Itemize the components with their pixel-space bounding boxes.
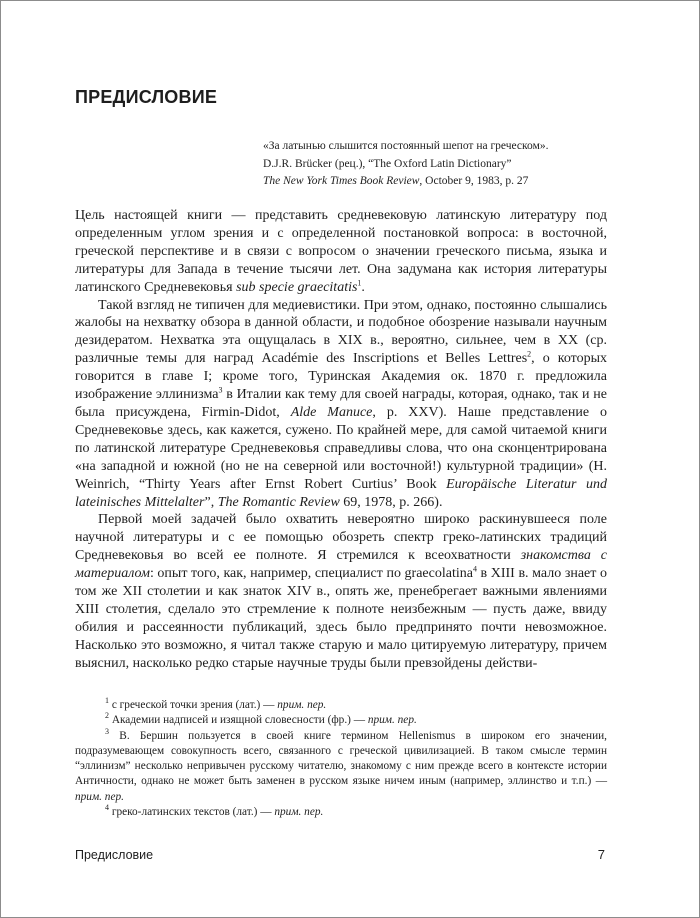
translator-note: прим. пер. <box>274 806 324 819</box>
paragraph-text: Цель настоящей книги — представить средневековую латинскую литературу под определенным углом зрения и с определенной постановкой вопроса: в восточной, греческой перспективе и в связи с вопросом о значении греческого письма, языка и литературы для Запада в течение тысячи лет. Она задумана как история литературы латинского Средневековья <box>75 208 607 295</box>
footnote-1 <box>75 698 607 713</box>
paragraph-text: , о которых говорится в главе I; кроме того, Туринская Академия ок. 1870 г. предложила изображение эллинизма <box>75 351 607 403</box>
footnote-text: с греческой точки зрения (лат.) — <box>109 699 278 711</box>
paragraph-text: Такой взгляд не типичен для медиевистики. При этом, однако, постоянно слышались жалобы на нехватку обзора в данной области, и подобное обозрение называли научным дезидератом. Нехватка эта ощущалась в XIX в., вероятно, сильнее, чем в XX (ср. различные темы для наград Académie des Inscriptions et Belles Lettres <box>75 297 607 367</box>
paragraph-1 <box>75 207 607 297</box>
footnote-text: Академии надписей и изящной словесности (фр.) — <box>109 714 368 727</box>
footnote-ref[interactable]: 4 <box>472 564 477 574</box>
footnote-ref[interactable]: 3 <box>218 385 223 395</box>
paragraph-text: : опыт того, как, например, специалист по graecolatina <box>149 566 473 582</box>
paragraph-3 <box>75 511 607 672</box>
italic-phrase: знакомства с материалом <box>75 548 607 582</box>
page-number: 7 <box>597 847 605 862</box>
footnote-number: 1 <box>105 696 109 706</box>
translator-note: прим. пер. <box>277 699 327 711</box>
footnote-text: В. Бершин пользуется в своей книге термином Hellenismus в широком его значении, подразумевающем совокупность всего, связанного с греческой цивилизацией. В таком смысле термин “эллинизм” несколько непривычен русскому читателю, знакомому с ним прежде всего в контексте истории Античности, однако не может быть заменен в русском языке ничем иным (например, эллинство и т.п.) — <box>75 729 607 788</box>
footnote-number: 2 <box>105 711 109 721</box>
footnote-text: греко-латинских текстов (лат.) — <box>109 806 275 819</box>
epigraph-quote: «За латынью слышится постоянный шепот на греческом». <box>263 140 549 152</box>
paragraph-text: . <box>361 279 365 295</box>
epigraph-source: D.J.R. Brücker (рец.), “The Oxford Latin Dictionary” <box>263 157 512 170</box>
epigraph-publication-date: , October 9, 1983, p. 27 <box>419 175 529 187</box>
running-footer-title: Предисловие <box>75 848 154 862</box>
italic-phrase: sub specie graecitatis <box>236 279 358 295</box>
body-text <box>75 207 607 673</box>
footnote-ref[interactable]: 1 <box>357 277 362 287</box>
chapter-heading: ПРЕДИСЛОВИЕ <box>75 87 218 107</box>
paragraph-text: в Италии как тему для своей награды, которая, однако, так и не была присуждена, Firmin-Didot, <box>75 387 607 420</box>
footnote-2 <box>75 713 607 728</box>
paragraph-text: ”, <box>204 494 218 510</box>
footnote-number: 3 <box>105 726 109 736</box>
paragraph-text: в XIII в. мало знает о том же XII столетии и как знаток XIV в., опять же, пренебрегает важными явлениями XIII столетия, сделало это стремление к полноте неизбежным — пусть даже, ввиду обилия и рассеянности публикаций, здесь было предпринято почти невозможное. Насколько это возможно, я читал также старую и мало цитируемую литературу, причем выяснил, насколько редко старые научные труды были превзойдены действи- <box>75 566 607 671</box>
footnote-3 <box>75 726 607 805</box>
footnote-ref[interactable]: 2 <box>527 349 532 359</box>
epigraph-publication-title: The New York Times Book Review <box>263 175 420 187</box>
epigraph-publication <box>263 173 603 191</box>
paragraph-2 <box>75 297 607 512</box>
paragraph-text: Первой моей задачей было охватить невероятно широко раскинувшееся поле научной литературы и с ее помощью обозреть спектр греко-латинских традиций Средневековья во всей ее полноте. Я стремился к всеохватности <box>75 512 607 564</box>
paragraph-text: 69, 1978, p. 266). <box>339 494 443 510</box>
italic-phrase: The Romantic Review <box>217 494 340 510</box>
footnotes <box>75 698 607 820</box>
paragraph-text: , p. XXV). Наше представление о Средневековье здесь, как кажется, сужено. По крайней мере, для самой читаемой книги по латинской литературе Средневековья справедливы слова, что она сконцентрирована «на западной и южной (но не на северной или восточной!) культурной традиции» (H. Weinrich, “Thirty Years after Ernst Robert Curtius’ Book <box>75 404 607 492</box>
footnote-4 <box>75 805 607 820</box>
translator-note: прим. пер. <box>367 714 417 727</box>
epigraph <box>263 138 603 191</box>
italic-phrase: Europäische Literatur und lateinisches Mittelalter <box>75 476 607 510</box>
footnote-number: 4 <box>105 803 109 813</box>
translator-note: прим. пер. <box>75 790 124 803</box>
italic-phrase: Alde Manuce <box>290 404 373 420</box>
